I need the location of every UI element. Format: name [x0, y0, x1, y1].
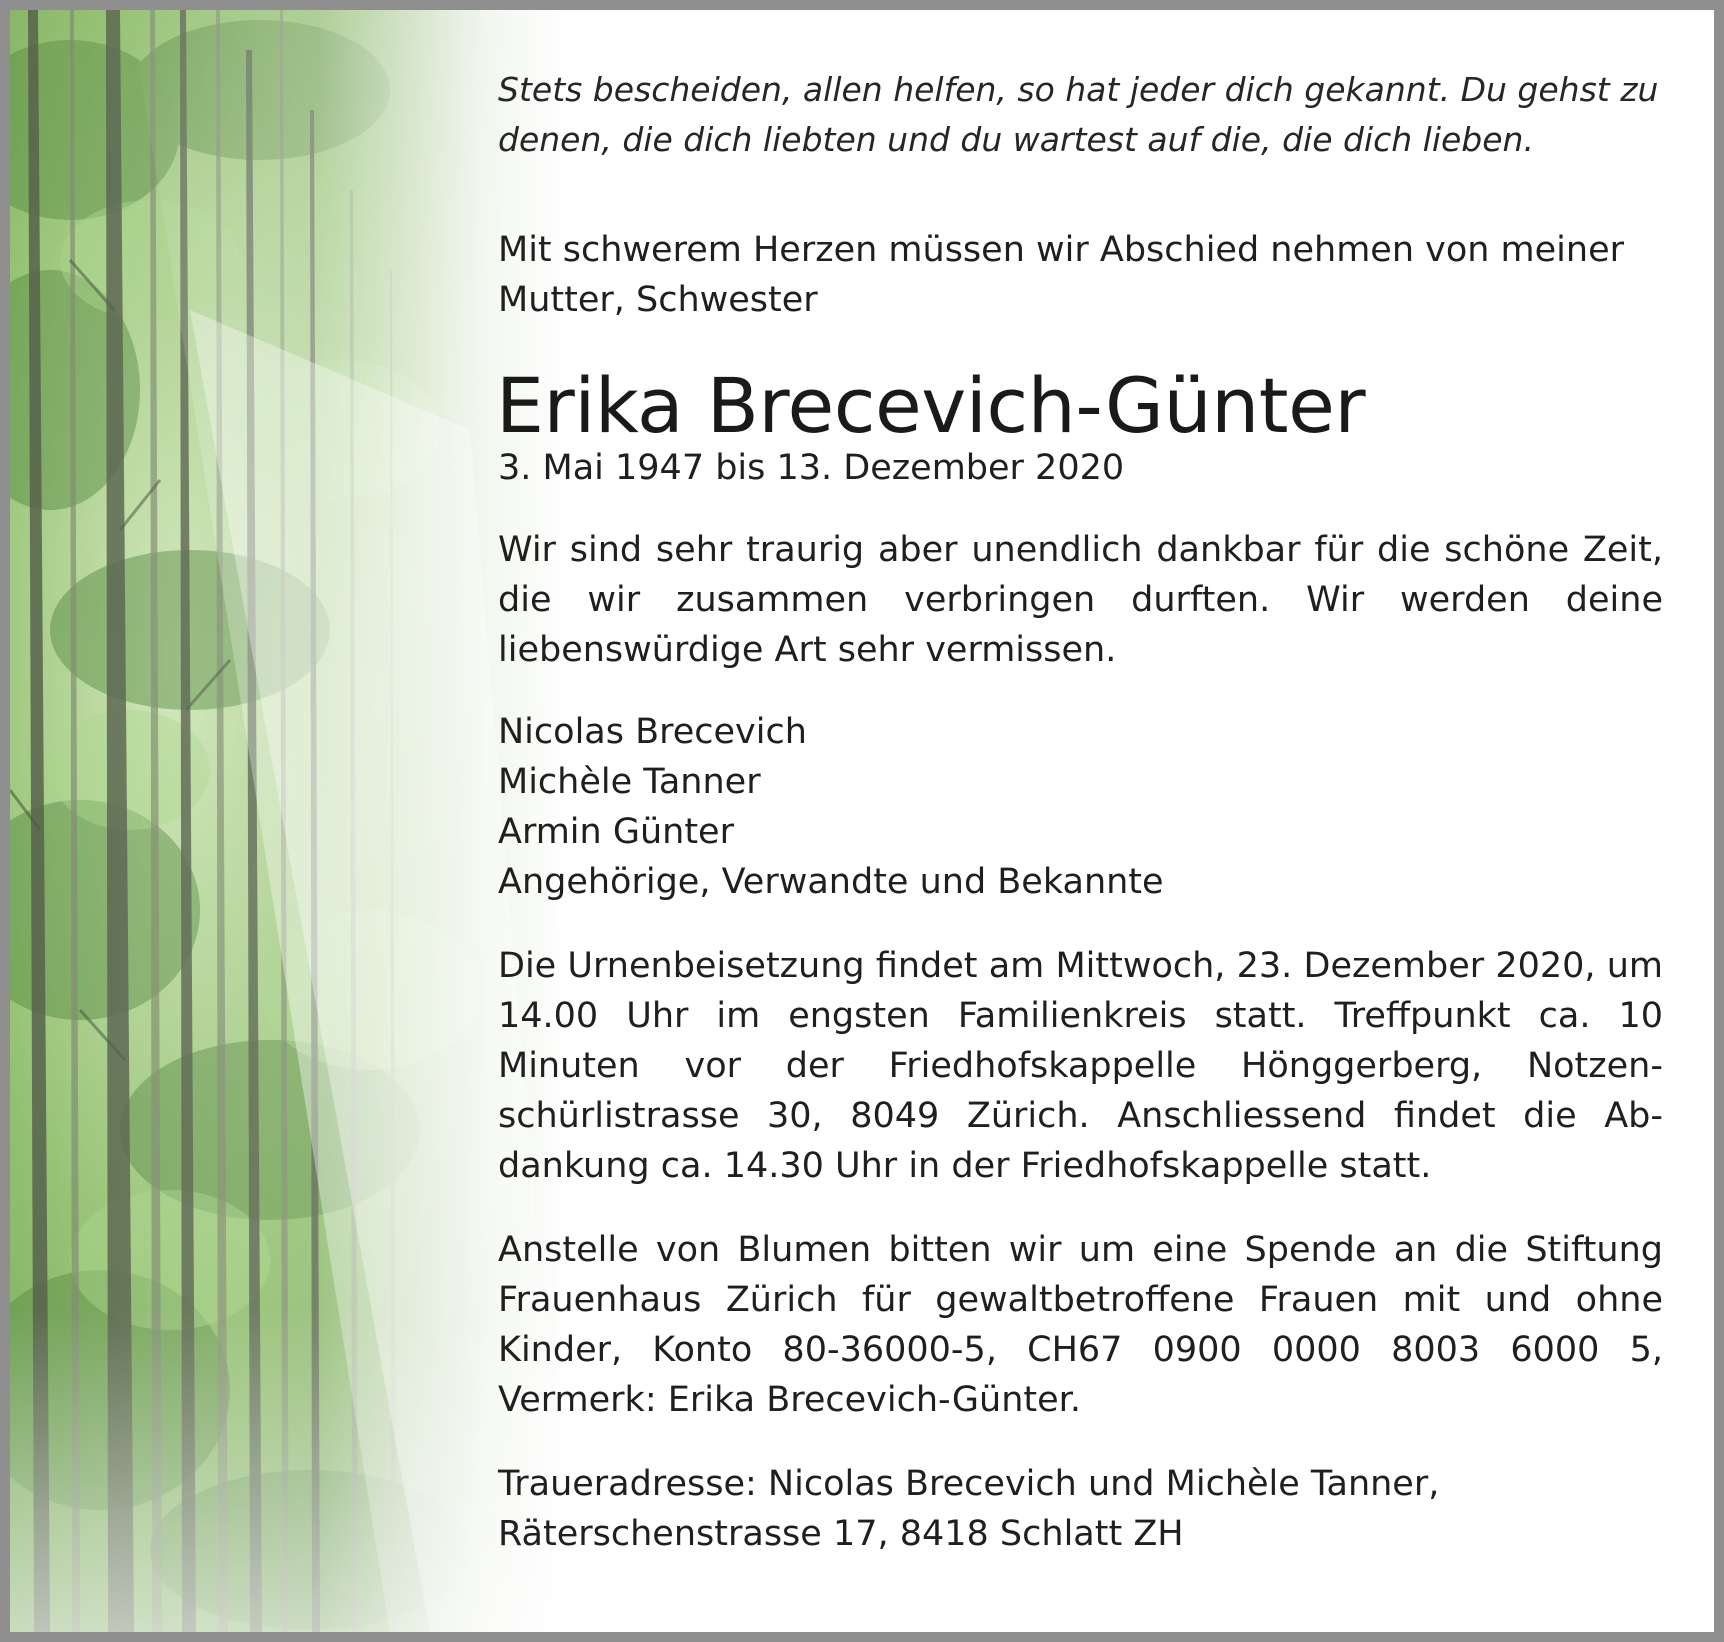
motto-line: denen, die dich liebten und du wartest auf die, die dich lieben. [498, 120, 1534, 159]
obituary-notice [10, 10, 1714, 1632]
donation-text: Anstelle von Blumen bitten wir um eine Spende an die Stiftung Frauenhaus Zürich für gewaltbetroffene Frauen mit und ohne Kinder, Konto 80-36000-5, CH67 0900 0000 8003 6000 5, Vermerk: Erika Brecevich-Günter. [498, 1230, 1663, 1420]
intro-line: Mutter, Schwester [498, 280, 818, 320]
deceased-name: Erika Brecevich-Günter [496, 361, 1366, 450]
motto [498, 65, 1663, 165]
intro-line: Mit schwerem Herzen müssen wir Abschied nehmen von meiner [498, 230, 1625, 270]
notice-text [498, 65, 1663, 1559]
address-line: Traueradresse: Nicolas Brecevich und Michèle Tanner, [498, 1464, 1440, 1504]
intro-text [498, 225, 1663, 325]
ceremony-text: Die Urnenbeisetzung findet am Mittwoch, 23. Dezember 2020, um 14.00 Uhr im engsten Familienkreis statt. Treffpunkt ca. 10 Minuten vor der Friedhofskappelle Hönggerberg, Notzenschürlistrasse 30, 8049 Zürich. Anschliessend findet die Abdankung ca. 14.30 Uhr in der Friedhofskappelle statt. [498, 946, 1663, 1186]
mourning-address [498, 1459, 1663, 1559]
motto-line: Stets bescheiden, allen helfen, so hat jeder dich gekannt. Du gehst zu [498, 70, 1659, 109]
gratitude-text: Wir sind sehr traurig aber unendlich dankbar für die schöne Zeit, die wir zusammen verbringen durften. Wir werden deine liebenswürdige Art sehr vermissen. [498, 530, 1663, 670]
signer-name: Nicolas Brecevich [498, 712, 807, 752]
forest-background-image [10, 10, 570, 1632]
address-line: Räterschenstrasse 17, 8418 Schlatt ZH [498, 1514, 1184, 1554]
life-dates: 3. Mai 1947 bis 13. Dezember 2020 [498, 448, 1125, 488]
signer-name: Armin Günter [498, 812, 734, 852]
signer-name: Angehörige, Verwandte und Bekannte [498, 862, 1164, 902]
signers-list [498, 707, 1663, 907]
signer-name: Michèle Tanner [498, 762, 761, 802]
